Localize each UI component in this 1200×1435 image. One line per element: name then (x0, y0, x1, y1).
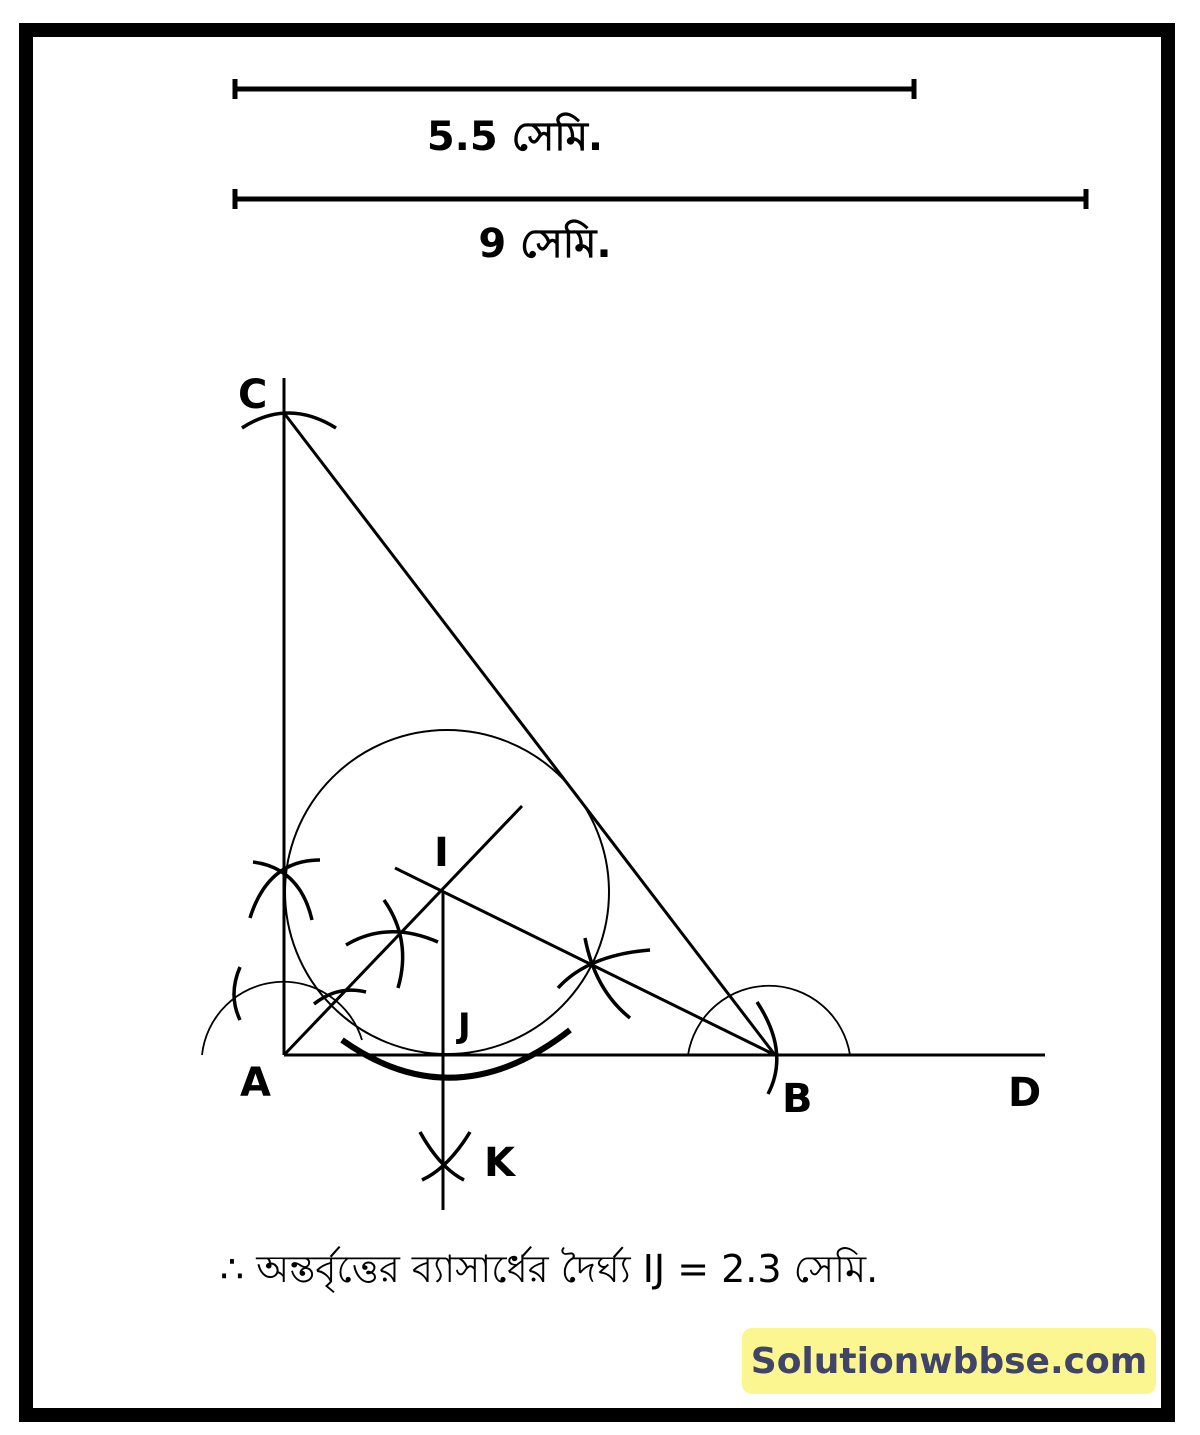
label-point-j: J (458, 1006, 471, 1046)
label-point-c: C (238, 372, 268, 418)
watermark-badge (742, 1328, 1156, 1394)
cross-b-2 (585, 938, 630, 1018)
label-point-k: K (484, 1140, 515, 1186)
bisector-b (395, 868, 775, 1055)
cross-k-2 (422, 1132, 470, 1180)
watermark-text: Solutionwbbse.com (750, 1340, 1148, 1382)
hypotenuse-cb (284, 413, 775, 1055)
label-point-i: I (434, 830, 449, 876)
segment-5-5-label: 5.5 সেমি. (426, 114, 604, 160)
label-point-b: B (782, 1076, 813, 1122)
label-point-d: D (1008, 1070, 1042, 1116)
cross-a-2 (384, 900, 403, 988)
segment-9 (235, 189, 1086, 209)
segment-5-5 (235, 79, 914, 99)
label-point-a: A (240, 1060, 271, 1106)
conclusion-text: ∴ অন্তর্বৃত্তের ব্যাসার্ধের দৈর্ঘ্য IJ = 2.3 সেমি. (220, 1247, 879, 1291)
segment-9-label: 9 সেমি. (478, 221, 612, 267)
small-arc-a (234, 967, 240, 1020)
